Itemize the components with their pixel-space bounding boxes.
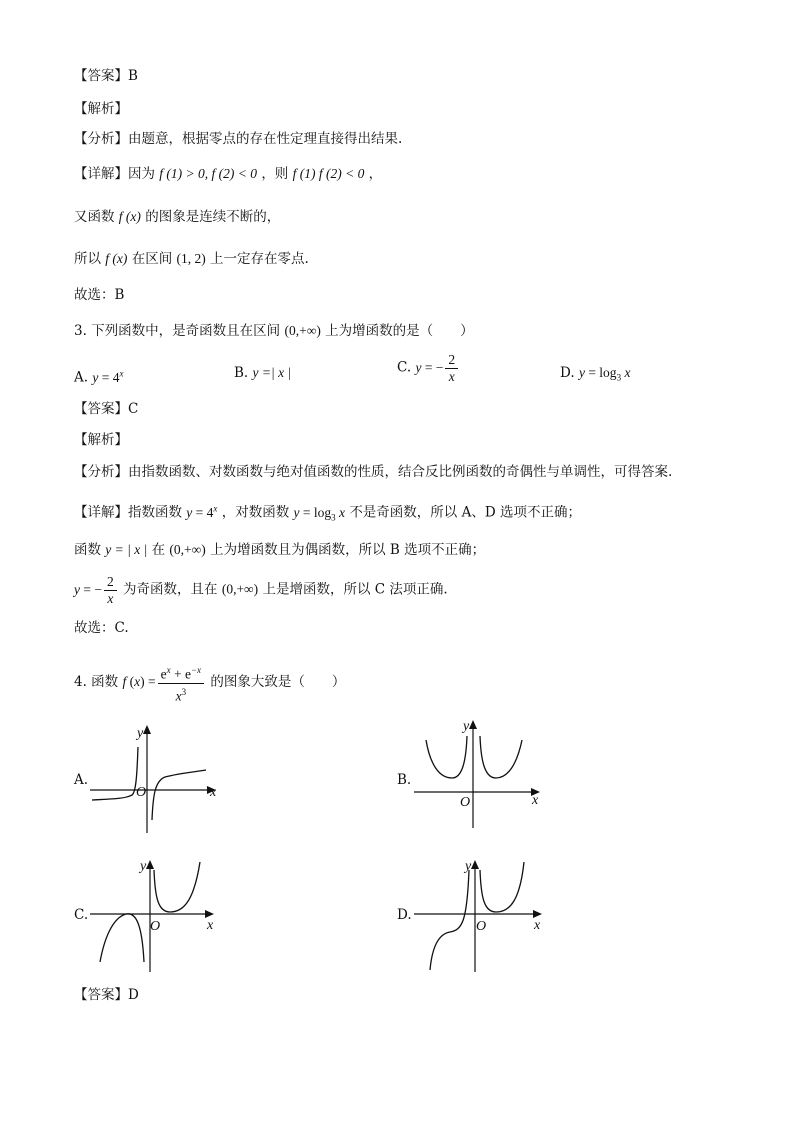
y-axis-arrow [469,720,477,729]
x-label: x [534,918,541,933]
y-label: y [465,859,472,874]
q2-line3-suffix: 上一定存在零点. [210,251,309,267]
q3-option-d-label: D. [560,365,575,381]
q3-option-c-label: C. [397,359,412,376]
q2-line2 [74,207,280,227]
q2-line2-suffix: 的图象是连续不断的， [145,209,281,225]
q3-stem-prefix: 3. 下列函数中，是奇函数且在区间 [74,323,281,339]
q3-option-c-math: y = − $\frac{2}{x}$ [415,360,460,375]
q3-option-b-math: y =| x | [252,365,292,380]
q4-graph-a-label: A. [74,772,89,788]
q2-line3-math1: f (x) [105,251,128,266]
q3-line2-math2: (0,+∞) [169,542,206,557]
q3-line3 [74,574,448,607]
q3-stem-math: (0,+∞) [284,323,321,338]
q3-answer: 【答案】C [74,401,139,417]
q3-stem-suffix: 上为增函数的是（ ） [325,323,474,339]
q3-detail-prefix: 【详解】指数函数 [74,504,182,521]
curve-right [480,736,522,778]
q3-fenxi: 【分析】由指数函数、对数函数与绝对值函数的性质，结合反比例函数的奇偶性与单调性，可得答案. [74,464,673,480]
q2-fenxi: 【分析】由题意，根据零点的存在性定理直接得出结果. [74,131,403,147]
q2-line3-math2: (1, 2) [176,251,206,266]
q3-option-d-math: $y = \log_3 x$ [578,365,631,383]
curve-left [430,870,469,970]
y-axis-arrow [471,860,479,869]
q4-graph-b [414,712,544,832]
q3-detail-math1: $y = 4^x$ [186,503,218,520]
q3-option-a [74,363,123,388]
q2-line3 [74,249,309,269]
q4-answer: 【答案】D [74,987,139,1003]
q4-graph-c [90,852,220,974]
x-label: x [532,793,539,808]
q2-analysis-heading: 【解析】 [74,101,128,117]
x-label: x [210,785,217,800]
q3-line3-suffix: 上是增函数，所以 C 法项正确. [262,581,448,598]
q3-line2-mid1: 在 [151,542,166,558]
q2-line2-prefix: 又函数 [74,209,115,225]
q3-option-d [560,363,630,388]
q2-detail-suffix: ， [368,166,383,182]
curve-right [154,862,200,912]
q3-option-b-label: B. [234,365,249,381]
curve-left [426,736,467,778]
q3-line3-mid: 为奇函数，且在 [123,581,218,598]
q3-detail-math2: $y = \log_3 x$ [293,504,346,523]
origin-label: O [136,785,147,800]
q3-option-b [234,363,291,383]
x-label: x [207,918,214,933]
q3-option-a-label: A. [74,369,89,386]
curve-left [100,914,144,962]
q4-graph-d [414,852,544,974]
curve-right [152,770,206,820]
q4-graph-b-label: B. [397,772,412,788]
q3-option-a-math: y = 4$^x$ [92,368,124,385]
q4-graph-a [90,715,220,835]
q4-stem-suffix: 的图象大致是（ ） [210,674,346,691]
q3-option-c [397,352,460,385]
q3-line2-suffix: 上为增函数且为偶函数，所以 B 选项不正确； [210,542,486,558]
y-axis-arrow [143,725,151,734]
q2-detail [74,164,382,184]
q3-choice: 故选：C. [74,620,129,636]
y-label: y [140,859,147,874]
x-axis-arrow [205,910,214,918]
q3-detail-suffix: 不是奇函数，所以 A、D 选项不正确； [349,504,581,521]
q2-detail-mid: ，则 [261,166,289,182]
origin-label: O [476,919,487,934]
q2-detail-math1: f (1) > 0, f (2) < 0 [159,166,258,181]
q4-stem-prefix: 4. 函数 [74,674,119,691]
q2-detail-prefix: 【详解】因为 [74,166,155,182]
q3-line3-math-frac: y = − $\frac{2}{x}$ [74,582,119,597]
curve-right [480,862,524,912]
q4-stem-math: f (x) = $\frac{e^x + e^{-x}}{x^3}$ [122,674,206,689]
q3-line2-prefix: 函数 [74,542,101,558]
q4-stem [74,662,345,704]
q4-graph-d-label: D. [397,907,412,923]
q3-line2 [74,540,485,560]
q2-line3-prefix: 所以 [74,251,101,267]
origin-label: O [460,795,471,810]
q4-graph-c-label: C. [74,907,89,923]
origin-label: O [150,919,161,934]
q2-choice: 故选：B [74,287,125,303]
y-label: y [463,719,470,734]
curve-left [92,747,138,800]
q3-stem [74,321,474,341]
q2-detail-math2: f (1) f (2) < 0 [292,166,365,181]
q3-detail-mid: ，对数函数 [221,504,290,521]
q2-answer: 【答案】B [74,68,138,84]
q3-line2-math1: y = | x | [105,542,148,557]
q3-analysis-heading: 【解析】 [74,432,128,448]
y-label: y [137,726,144,741]
y-axis-arrow [146,860,154,869]
x-axis-arrow [533,910,542,918]
q2-line3-mid: 在区间 [131,251,173,267]
q2-line2-math: f (x) [118,209,141,224]
q3-line3-math: (0,+∞) [221,581,259,597]
q3-detail [74,498,581,527]
